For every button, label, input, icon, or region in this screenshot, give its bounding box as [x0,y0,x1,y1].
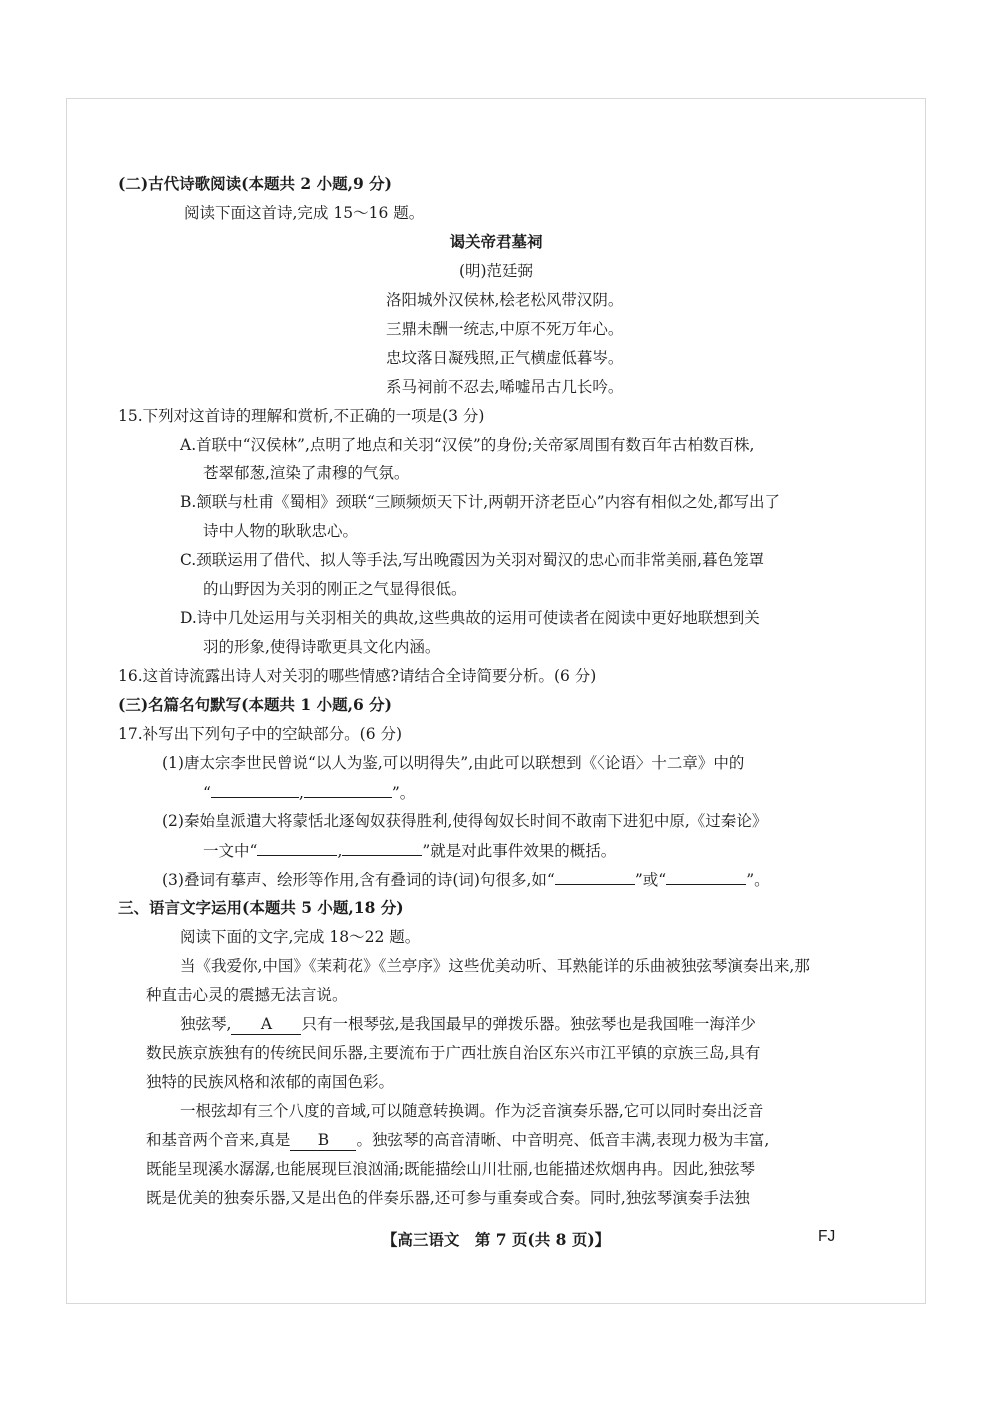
section2-heading: (二)古代诗歌阅读(本题共 2 小题,9 分) [118,174,392,193]
quote-open: “ [203,784,211,802]
option-d-line-2: 羽的形象,使得诗歌更具文化内涵。 [203,638,441,656]
comma: , [298,784,304,802]
poem-line-3: 忠坟落日凝残照,正气横虚低暮岑。 [386,349,624,367]
p3-before-blank: 和基音两个音来,真是 [146,1131,291,1149]
poem-line-2: 三鼎未酬一统志,中原不死万年心。 [386,320,624,338]
section3-heading: (三)名篇名句默写(本题共 1 小题,6 分) [118,695,392,714]
section-three-heading: 三、语言文字运用(本题共 5 小题,18 分) [118,898,404,917]
q17-item-1-text: (1)唐太宗李世民曾说“以人为鉴,可以明得失”,由此可以联想到《〈论语〉十二章》中的 [162,754,745,772]
answer-blank-3[interactable] [257,840,337,856]
comma: , [337,842,343,860]
item-3-mid: ”或“ [634,871,667,889]
p2-after-blank: 只有一根琴弦,是我国最早的弹拨乐器。独弦琴也是我国唯一海洋少 [301,1015,756,1033]
reading-intro: 阅读下面的文字,完成 18～22 题。 [180,928,421,946]
question-15-stem: 15.下列对这首诗的理解和赏析,不正确的一项是(3 分) [118,407,485,425]
p3-after-blank: 。独弦琴的高音清晰、中音明亮、低音丰满,表现力极为丰富, [356,1131,770,1149]
answer-blank-5[interactable] [555,869,635,885]
option-a-line-1: A.首联中“汉侯林”,点明了地点和关羽“汉侯”的身份;关帝冢周围有数百年古柏数百株, [180,436,755,454]
poem-author: (明)范廷弼 [458,262,534,280]
section2-intro: 阅读下面这首诗,完成 15～16 题。 [184,204,425,222]
footer-code: FJ [818,1228,836,1245]
option-c-line-1: C.颈联运用了借代、拟人等手法,写出晚霞因为关羽对蜀汉的忠心而非常美丽,暮色笼罩 [180,551,765,569]
page-footer: 【高三语文 第 7 页(共 8 页)】 [381,1230,611,1249]
passage-p3-line-1: 一根弦却有三个八度的音域,可以随意转换调。作为泛音演奏乐器,它可以同时奏出泛音 [180,1102,764,1120]
item-3-prefix: (3)叠词有摹声、绘形等作用,含有叠词的诗(词)句很多,如“ [162,871,555,889]
q17-item-1-blanks [203,782,415,803]
passage-p3-line-4: 既是优美的独奏乐器,又是出色的伴奏乐器,还可参与重奏或合奏。同时,独弦琴演奏手法独 [146,1189,750,1207]
q17-item-2-text: (2)秦始皇派遣大将蒙恬北逐匈奴获得胜利,使得匈奴长时间不敢南下进犯中原,《过秦论》 [162,812,768,830]
blank-b[interactable]: B [290,1133,356,1151]
passage-p3-line-3: 既能呈现溪水潺潺,也能展现巨浪汹涌;既能描绘山川壮丽,也能描述炊烟冉冉。因此,独弦琴 [146,1160,756,1178]
answer-blank-4[interactable] [342,840,422,856]
passage-p2-line-2: 数民族京族独有的传统民间乐器,主要流布于广西壮族自治区东兴市江平镇的京族三岛,具有 [146,1044,761,1062]
passage-p3-line-2 [146,1130,769,1151]
item-2-suffix: ”就是对此事件效果的概括。 [422,842,617,860]
passage-p1-line-2: 种直击心灵的震撼无法言说。 [146,986,348,1004]
blank-a[interactable]: A [231,1017,301,1035]
answer-blank-6[interactable] [666,869,746,885]
answer-blank-2[interactable] [304,782,392,798]
option-b-line-1: B.颔联与杜甫《蜀相》颈联“三顾频烦天下计,两朝开济老臣心”内容有相似之处,都写出了 [180,493,781,511]
poem-line-1: 洛阳城外汉侯林,桧老松风带汉阴。 [386,291,624,309]
answer-blank-1[interactable] [211,782,299,798]
q17-item-2-blanks [203,840,616,861]
option-a-line-2: 苍翠郁葱,渲染了肃穆的气氛。 [203,464,410,482]
option-d-line-1: D.诗中几处运用与关羽相关的典故,这些典故的运用可使读者在阅读中更好地联想到关 [180,609,760,627]
p2-before-blank: 独弦琴, [180,1015,232,1033]
poem-title: 谒关帝君墓祠 [449,232,543,251]
poem-line-4: 系马祠前不忍去,唏嘘吊古几长吟。 [386,378,624,396]
item-3-suffix: ”。 [746,871,770,889]
q17-item-3 [162,869,770,890]
item-2-prefix: 一文中“ [203,842,258,860]
option-c-line-2: 的山野因为关羽的刚正之气显得很低。 [203,580,467,598]
quote-close: ”。 [391,784,416,802]
passage-p1-line-1: 当《我爱你,中国》《茉莉花》《兰亭序》这些优美动听、耳熟能详的乐曲被独弦琴演奏出来,那 [180,957,810,975]
passage-p2-line-3: 独特的民族风格和浓郁的南国色彩。 [146,1073,395,1091]
question-17-stem: 17.补写出下列句子中的空缺部分。(6 分) [118,725,403,743]
option-b-line-2: 诗中人物的耿耿忠心。 [203,522,359,540]
question-16: 16.这首诗流露出诗人对关羽的哪些情感?请结合全诗简要分析。(6 分) [118,667,597,685]
passage-p2-line-1 [180,1014,756,1035]
